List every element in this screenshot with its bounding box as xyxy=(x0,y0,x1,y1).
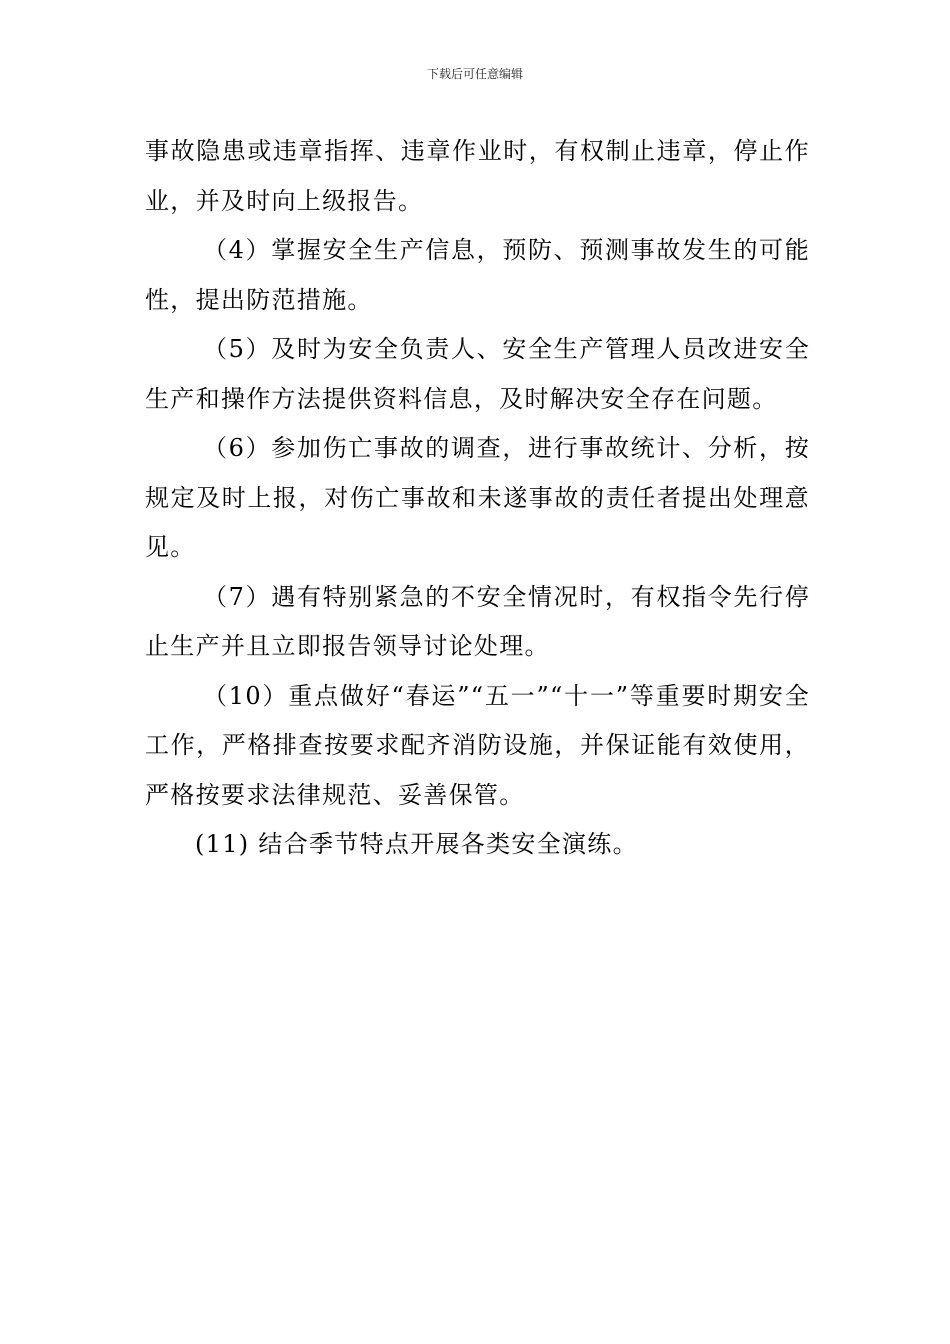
paragraph-item-5: （5）及时为安全负责人、安全生产管理人员改进安全生产和操作方法提供资料信息，及时解决安全存在问题。 xyxy=(145,335,810,413)
page-header-note: 下载后可任意编辑 xyxy=(426,67,523,81)
paragraph-item-10: （10）重点做好“春运”“五一”“十一”等重要时期安全工作，严格排查按要求配齐消防设施，并保证能有效使用，严格按要求法律规范、妥善保管。 xyxy=(145,681,810,809)
document-body xyxy=(145,127,810,870)
paragraph-item-11: (11) 结合季节特点开展各类安全演练。 xyxy=(195,830,638,858)
paragraph-item-7: （7）遇有特别紧急的不安全情况时，有权指令先行停止生产并且立即报告领导讨论处理。 xyxy=(145,582,810,660)
paragraph-continuation: 事故隐患或违章指挥、违章作业时，有权制止违章，停止作业，并及时向上级报告。 xyxy=(145,137,810,215)
paragraph-item-6: （6）参加伤亡事故的调查，进行事故统计、分析，按规定及时上报，对伤亡事故和未遂事故的责任者提出处理意见。 xyxy=(145,434,810,561)
paragraph-item-4: （4）掌握安全生产信息，预防、预测事故发生的可能性，提出防范措施。 xyxy=(145,236,810,314)
